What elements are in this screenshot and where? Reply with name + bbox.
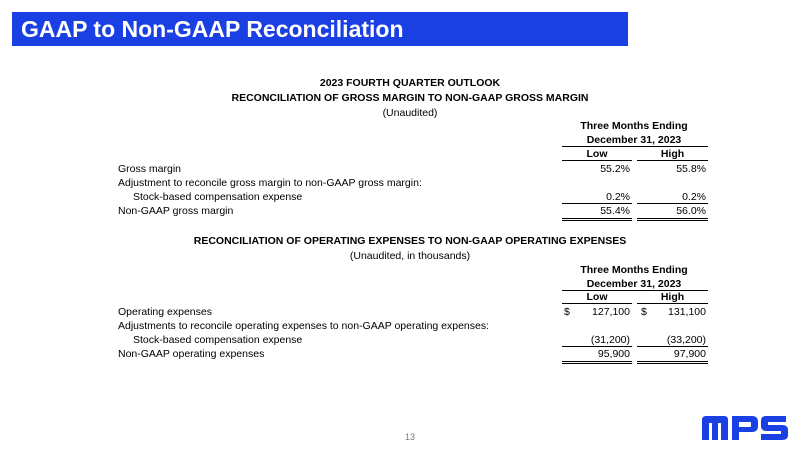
non-gaap-gm-low-dbl2 [562, 220, 632, 221]
non-gaap-opex-low: 95,900 [597, 348, 630, 360]
non-gaap-gm-low: 55.4% [600, 205, 630, 217]
opex-heading: RECONCILIATION OF OPERATING EXPENSES TO NON-GAAP OPERATING EXPENSES [193, 235, 627, 247]
gm-period-line1: Three Months Ending [580, 120, 688, 132]
opex-high-currency: $ [641, 306, 647, 318]
gm-col-high: High [660, 148, 685, 160]
non-gaap-gm-high-dbl1 [637, 218, 708, 219]
non-gaap-gm-label: Non-GAAP gross margin [118, 205, 234, 217]
gm-col-low: Low [586, 148, 608, 160]
opex-sbc-high: (33,200) [666, 334, 706, 346]
gm-sbc-high-underline [637, 203, 708, 204]
opex-adjustment-label: Adjustments to reconcile operating expenses to non-GAAP operating expenses: [118, 320, 490, 332]
opex-row-label: Operating expenses [118, 306, 212, 318]
opex-sbc-low: (31,200) [590, 334, 630, 346]
non-gaap-gm-low-dbl1 [562, 218, 632, 219]
outlook-heading: 2023 FOURTH QUARTER OUTLOOK [319, 77, 501, 89]
non-gaap-gm-high: 56.0% [676, 205, 706, 217]
gm-sbc-high: 0.2% [682, 191, 706, 203]
opex-sbc-label: Stock-based compensation expense [133, 334, 303, 346]
opex-col-low: Low [586, 291, 608, 303]
gm-sbc-low-underline [562, 203, 632, 204]
non-gaap-opex-high-dbl2 [637, 363, 708, 364]
non-gaap-opex-high-dbl1 [637, 361, 708, 362]
non-gaap-opex-low-dbl1 [562, 361, 632, 362]
page-number: 13 [404, 432, 415, 442]
gross-margin-heading: RECONCILIATION OF GROSS MARGIN TO NON-GAAP GROSS MARGIN [231, 92, 589, 104]
opex-high-underline [637, 303, 708, 304]
title-bar [12, 12, 628, 46]
gm-sbc-low: 0.2% [606, 191, 630, 203]
opex-col-high: High [660, 291, 685, 303]
opex-period-line1: Three Months Ending [580, 264, 688, 276]
gross-margin-subheading: (Unaudited) [382, 107, 438, 119]
mps-logo-icon [700, 412, 790, 442]
opex-sbc-low-underline [562, 346, 632, 347]
non-gaap-opex-high: 97,900 [673, 348, 706, 360]
opex-row-low: 127,100 [592, 306, 630, 318]
gm-sbc-label: Stock-based compensation expense [133, 191, 303, 203]
gm-row-label: Gross margin [118, 163, 182, 175]
gm-row-high: 55.8% [676, 163, 706, 175]
non-gaap-gm-high-dbl2 [637, 220, 708, 221]
opex-low-currency: $ [564, 306, 570, 318]
gm-period-underline [562, 146, 708, 147]
non-gaap-opex-label: Non-GAAP operating expenses [118, 348, 265, 360]
opex-period-line2: December 31, 2023 [586, 278, 682, 290]
opex-low-underline [562, 303, 632, 304]
gm-high-underline [637, 160, 708, 161]
opex-sbc-high-underline [637, 346, 708, 347]
opex-subheading: (Unaudited, in thousands) [349, 250, 471, 262]
non-gaap-opex-low-dbl2 [562, 363, 632, 364]
gm-row-low: 55.2% [600, 163, 630, 175]
slide-title: GAAP to Non-GAAP Reconciliation [21, 16, 404, 42]
gm-low-underline [562, 160, 632, 161]
gm-adjustment-label: Adjustment to reconcile gross margin to non-GAAP gross margin: [118, 177, 422, 189]
mps-logo [700, 412, 790, 447]
gm-period-line2: December 31, 2023 [586, 134, 682, 146]
opex-row-high: 131,100 [668, 306, 706, 318]
